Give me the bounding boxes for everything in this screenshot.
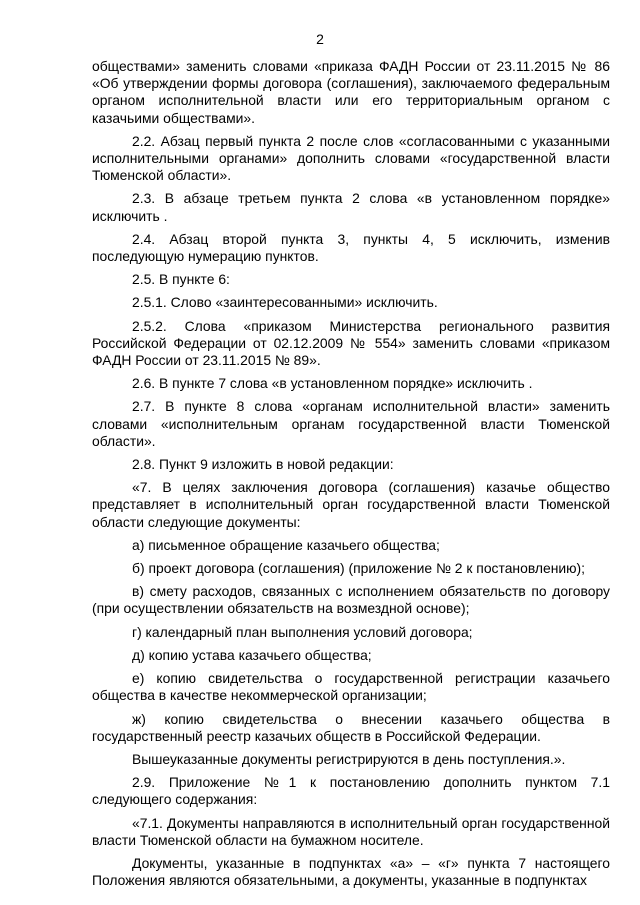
paragraph-2-5-2: 2.5.2. Слова «приказом Министерства регионального развития Российской Федерации от 02.12.2009 № 554» заменить словами «приказом ФАДН России от 23.11.2015 № 89». xyxy=(92,317,610,369)
list-item-d: д) копию устава казачьего общества; xyxy=(132,646,372,663)
paragraph-2-5: 2.5. В пункте 6: xyxy=(132,271,230,288)
paragraph-registration: Вышеуказанные документы регистрируются в день поступления.». xyxy=(132,750,566,767)
document-body xyxy=(92,58,610,895)
list-item-b: б) проект договора (соглашения) (приложение № 2 к постановлению); xyxy=(132,560,586,577)
paragraph-2-7: 2.7. В пункте 8 слова «органам исполнительной власти» заменить словами «исполнительным органам государственной власти Тюменской области». xyxy=(92,398,610,449)
paragraph-item-7-1: «7.1. Документы направляются в исполнительный орган государственной власти Тюменской области на бумажном носителе. xyxy=(92,814,610,848)
paragraph-continuation: обществами» заменить словами «приказа ФАДН России от 23.11.2015 № 86 «Об утверждении формы договора (соглашения), заключаемого федеральным органом исполнительной власти или его территориальным органом с казачьими обществами». xyxy=(92,58,610,126)
list-item-a: а) письменное обращение казачьего общества; xyxy=(132,536,440,553)
paragraph-2-6: 2.6. В пункте 7 слова «в установленном порядке» исключить . xyxy=(132,375,533,392)
list-item-g: г) календарный план выполнения условий договора; xyxy=(132,623,473,640)
list-item-zh: ж) копию свидетельства о внесении казачьего общества в государственный реестр казачьих обществ в Российской Федерации. xyxy=(92,710,610,744)
paragraph-2-5-1: 2.5.1. Слово «заинтересованными» исключить. xyxy=(132,294,438,311)
paragraph-2-3: 2.3. В абзаце третьем пункта 2 слова «в установленном порядке» исключить . xyxy=(92,190,610,224)
paragraph-2-9: 2.9. Приложение №1 к постановлению дополнить пунктом 7.1 следующего содержания: xyxy=(92,774,610,808)
paragraph-2-2: 2.2. Абзац первый пункта 2 после слов «согласованными с указанными исполнительными органами» дополнить словами «государственной власти Тюменской области». xyxy=(92,132,610,184)
paragraph-2-8: 2.8. Пункт 9 изложить в новой редакции: xyxy=(132,456,394,473)
page-number: 2 xyxy=(316,31,324,47)
paragraph-2-4: 2.4. Абзац второй пункта 3, пункты 4, 5 исключить, изменив последующую нумерацию пунктов. xyxy=(92,230,610,265)
paragraph-documents-required: Документы, указанные в подпунктах «а» – «г» пункта 7 настоящего Положения являются обязательными, а документы, указанные в подпунктах xyxy=(92,854,610,889)
list-item-e: е) копию свидетельства о государственной регистрации казачьего общества в качестве некоммерческой организации; xyxy=(92,670,610,704)
paragraph-item-7: «7. В целях заключения договора (соглашения) казачье общество представляет в исполнительный орган государственной власти Тюменской области следующие документы: xyxy=(92,479,610,530)
list-item-v: в) смету расходов, связанных с исполнением обязательств по договору (при осуществлении обязательств на возмездной основе); xyxy=(92,583,610,617)
